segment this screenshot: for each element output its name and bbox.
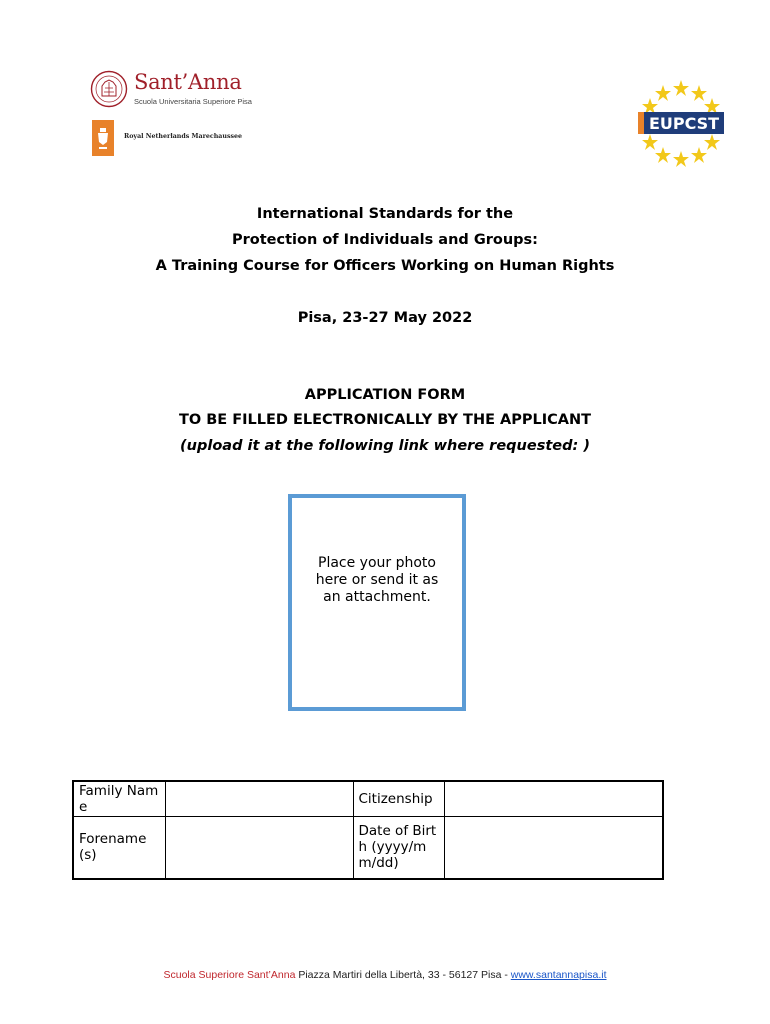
family-name-label: Family Name [73, 781, 165, 817]
eupcst-label: EUPCST [648, 114, 720, 133]
citizenship-label: Citizenship [353, 781, 444, 817]
footer-website-link[interactable]: www.santannapisa.it [510, 969, 607, 981]
citizenship-field[interactable] [444, 781, 663, 817]
forename-field[interactable] [165, 817, 353, 879]
eupcst-logo [636, 78, 726, 168]
footer [0, 969, 770, 981]
santanna-name: Sant’Anna [134, 70, 242, 94]
table-row [73, 781, 663, 817]
family-name-field[interactable] [165, 781, 353, 817]
photo-text-line-3: an attachment. [323, 589, 431, 605]
footer-institution: Scuola Superiore Sant’Anna [163, 969, 296, 981]
photo-placeholder[interactable] [288, 494, 466, 711]
course-place-date: Pisa, 23-27 May 2022 [297, 310, 473, 326]
table-row [73, 817, 663, 879]
form-upload-note: (upload it at the following link where requested: ) [180, 438, 590, 454]
santanna-subtitle: Scuola Universitaria Superiore Pisa [134, 97, 252, 106]
date-of-birth-label: Date of Birth (yyyy/mm/dd) [353, 817, 444, 879]
photo-text-line-2: here or send it as [315, 572, 439, 588]
form-heading: APPLICATION FORM [304, 387, 466, 403]
forename-label: Forename(s) [73, 817, 165, 879]
santanna-seal-icon [90, 70, 128, 108]
footer-address: Piazza Martiri della Libertà, 33 - 56127 Pisa - [295, 969, 511, 981]
photo-instructions [292, 555, 462, 606]
date-of-birth-field[interactable] [444, 817, 663, 879]
santanna-logo [90, 70, 250, 112]
course-title-line-1: International Standards for the [256, 206, 514, 222]
kmar-label: Royal Netherlands Marechaussee [124, 133, 243, 140]
course-title-line-2: Protection of Individuals and Groups: [232, 232, 538, 248]
eupcst-stars-icon [636, 78, 726, 168]
kmar-emblem-icon [92, 120, 114, 156]
form-instruction: TO BE FILLED ELECTRONICALLY BY THE APPLICANT [178, 412, 592, 428]
course-title-line-3: A Training Course for Officers Working on Human Rights [155, 258, 615, 274]
photo-text-line-1: Place your photo [318, 555, 436, 571]
applicant-details-table [72, 780, 664, 880]
kmar-logo [92, 120, 252, 156]
